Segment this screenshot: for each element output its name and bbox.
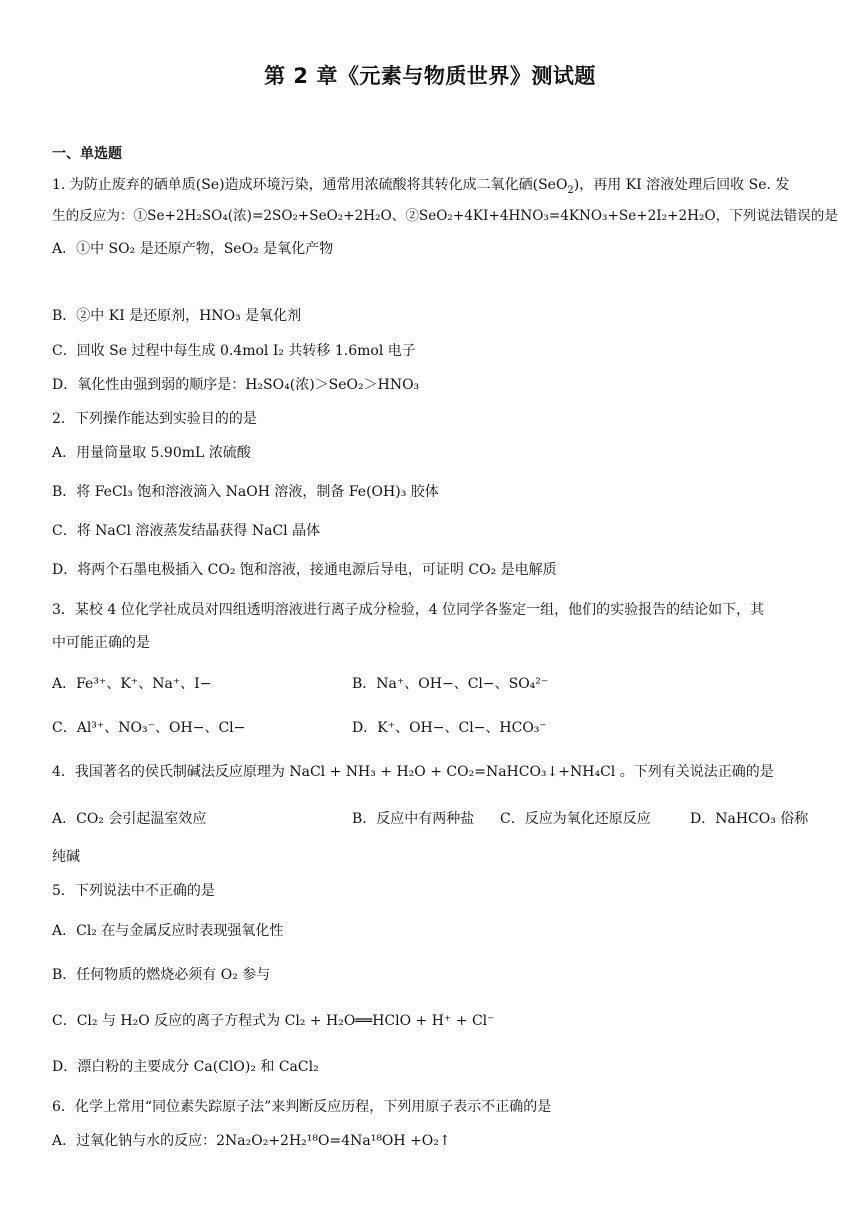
section-heading: 一、单选题 [52, 146, 122, 162]
q4-option-d: D．NaHCO₃ 俗称 [690, 811, 809, 827]
q6-option-a: A．过氧化钠与水的反应：2Na₂O₂+2H₂¹⁸O=4Na¹⁸OH +O₂↑ [52, 1133, 451, 1149]
q3-option-a: A．Fe³⁺、K⁺、Na⁺、I− [52, 676, 212, 692]
q3-stem-line1: 3．某校 4 位化学社成员对四组透明溶液进行离子成分检验，4 位同学各鉴定一组，他们的实验报告的结论如下，其 [52, 602, 765, 618]
q1-stem-line1: 1. 为防止废弃的硒单质(Se)造成环境污染，通常用浓硫酸将其转化成二氧化硒(SeO$_2$)，再用 KI 溶液处理后回收 Se. 发 [52, 177, 790, 196]
q3-option-b: B．Na⁺、OH−、Cl−、SO₄²⁻ [352, 676, 549, 692]
q3-stem-line2: 中可能正确的是 [52, 635, 150, 651]
q5-option-d: D．漂白粉的主要成分 Ca(ClO)₂ 和 CaCl₂ [52, 1059, 319, 1075]
q4-option-a: A．CO₂ 会引起温室效应 [52, 811, 207, 827]
q1-option-d: D．氧化性由强到弱的顺序是：H₂SO₄(浓)＞SeO₂＞HNO₃ [52, 377, 420, 393]
q1-option-c: C．回收 Se 过程中每生成 0.4mol I₂ 共转移 1.6mol 电子 [52, 343, 416, 359]
q6-stem: 6．化学上常用“同位素失踪原子法”来判断反应历程，下列用原子表示不正确的是 [52, 1099, 552, 1115]
q2-option-b: B．将 FeCl₃ 饱和溶液滴入 NaOH 溶液，制备 Fe(OH)₃ 胶体 [52, 484, 439, 500]
q5-stem: 5．下列说法中不正确的是 [52, 883, 215, 899]
q3-option-d: D．K⁺、OH−、Cl−、HCO₃⁻ [352, 720, 547, 736]
q2-option-a: A．用量筒量取 5.90mL 浓硫酸 [52, 445, 251, 461]
q1-stem-line2: 生的反应为：①Se+2H₂SO₄(浓)=2SO₂+SeO₂+2H₂O、②SeO₂+4KI+4HNO₃=4KNO₃+Se+2I₂+2H₂O，下列说法错误的是 [52, 208, 838, 224]
q3-option-c: C．Al³⁺、NO₃⁻、OH−、Cl− [52, 720, 246, 736]
q4-stem: 4．我国著名的侯氏制碱法反应原理为 NaCl + NH₃ + H₂O + CO₂=NaHCO₃↓+NH₄Cl 。下列有关说法正确的是 [52, 764, 774, 780]
q5-option-b: B．任何物质的燃烧必须有 O₂ 参与 [52, 967, 271, 983]
q5-option-c: C．Cl₂ 与 H₂O 反应的离子方程式为 Cl₂ + H₂O══HClO + H⁺ + Cl⁻ [52, 1013, 495, 1029]
q1-option-b: B．②中 KI 是还原剂，HNO₃ 是氧化剂 [52, 308, 302, 324]
q2-option-c: C．将 NaCl 溶液蒸发结晶获得 NaCl 晶体 [52, 523, 321, 539]
q1-option-a: A．①中 SO₂ 是还原产物，SeO₂ 是氧化产物 [52, 241, 334, 257]
q5-option-a: A．Cl₂ 在与金属反应时表现强氧化性 [52, 923, 284, 939]
page-title: 第 2 章《元素与物质世界》测试题 [264, 64, 596, 88]
q4-option-b: B．反应中有两种盐 [352, 811, 475, 827]
q2-option-d: D．将两个石墨电极插入 CO₂ 饱和溶液，接通电源后导电，可证明 CO₂ 是电解质 [52, 562, 557, 578]
q4-option-d-continued: 纯碱 [52, 849, 80, 865]
q2-stem: 2．下列操作能达到实验目的的是 [52, 411, 257, 427]
q4-option-c: C．反应为氧化还原反应 [500, 811, 651, 827]
